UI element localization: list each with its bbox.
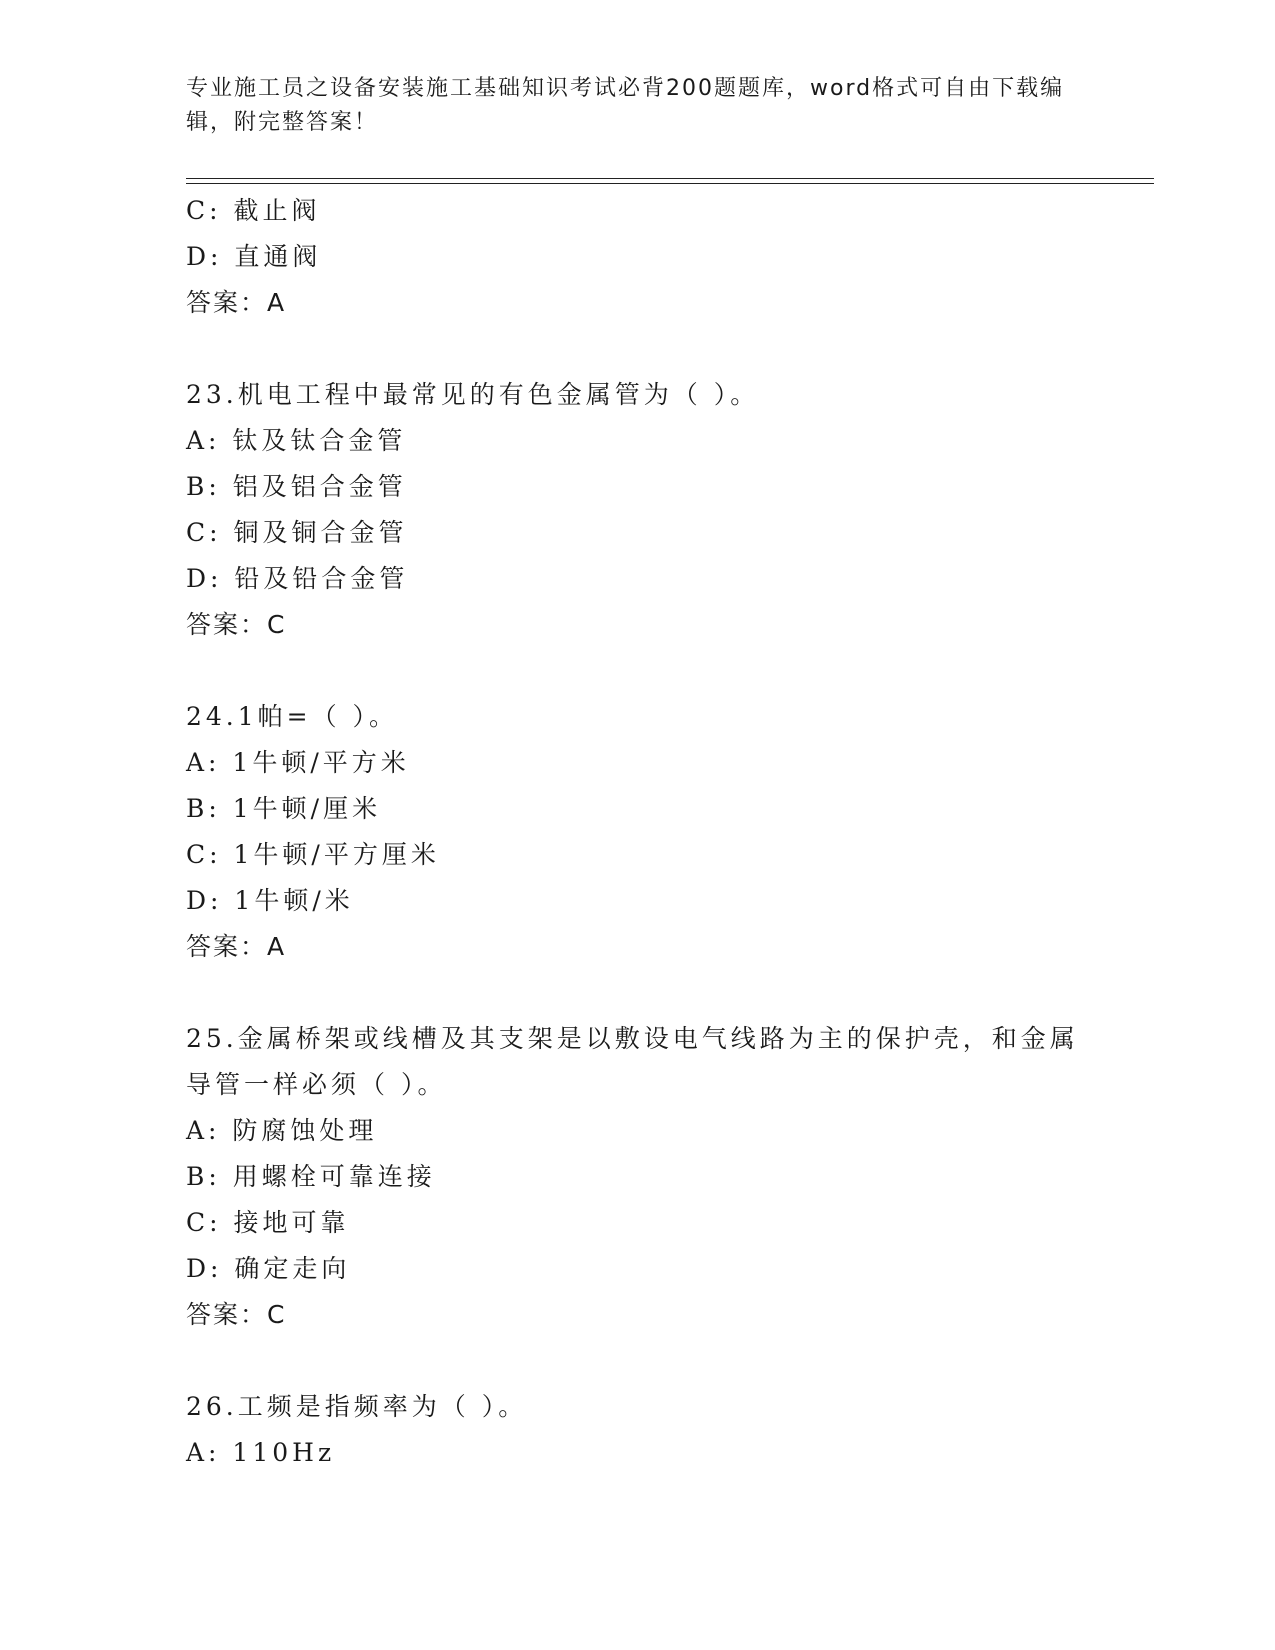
option-d: D: 1牛顿/米 (186, 886, 354, 915)
block-spacer (186, 1338, 1106, 1384)
option-d: D: 直通阀 (186, 242, 322, 271)
header-divider-bottom (186, 183, 1154, 184)
option-c: C: 接地可靠 (186, 1208, 350, 1237)
question-block-25 (186, 1016, 1106, 1338)
question-block-22 (186, 188, 1106, 326)
header-divider-top (186, 178, 1154, 179)
question-block-24 (186, 694, 1106, 970)
answer-line: 答案：C (186, 610, 287, 639)
option-b: B: 1牛顿/厘米 (186, 794, 382, 823)
option-a: A: 1牛顿/平方米 (186, 748, 410, 777)
answer-line: 答案：C (186, 1300, 287, 1329)
question-text: 24.1帕=（ ）。 (186, 702, 399, 731)
option-d: D: 铅及铅合金管 (186, 564, 409, 593)
question-block-23 (186, 372, 1106, 648)
option-a: A: 防腐蚀处理 (186, 1116, 378, 1145)
question-block-26 (186, 1384, 1106, 1476)
option-c: C: 铜及铜合金管 (186, 518, 408, 547)
answer-line: 答案：A (186, 288, 287, 317)
option-b: B: 用螺栓可靠连接 (186, 1162, 436, 1191)
document-header (186, 72, 1086, 140)
block-spacer (186, 326, 1106, 372)
question-text: 23.机电工程中最常见的有色金属管为（ ）。 (186, 380, 760, 409)
question-list (186, 188, 1106, 1476)
option-c: C: 1牛顿/平方厘米 (186, 840, 440, 869)
block-spacer (186, 648, 1106, 694)
option-a: A: 钛及钛合金管 (186, 426, 407, 455)
question-text: 25.金属桥架或线槽及其支架是以敷设电气线路为主的保护壳，和金属导管一样必须（ ）。 (186, 1024, 1079, 1099)
option-c: C: 截止阀 (186, 196, 321, 225)
header-title: 专业施工员之设备安装施工基础知识考试必背200题题库，word格式可自由下载编辑，附完整答案！ (186, 76, 1065, 135)
block-spacer (186, 970, 1106, 1016)
answer-line: 答案：A (186, 932, 287, 961)
option-d: D: 确定走向 (186, 1254, 351, 1283)
option-a: A: 110Hz (186, 1438, 336, 1467)
question-text: 26.工频是指频率为（ ）。 (186, 1392, 528, 1421)
option-b: B: 铝及铝合金管 (186, 472, 407, 501)
